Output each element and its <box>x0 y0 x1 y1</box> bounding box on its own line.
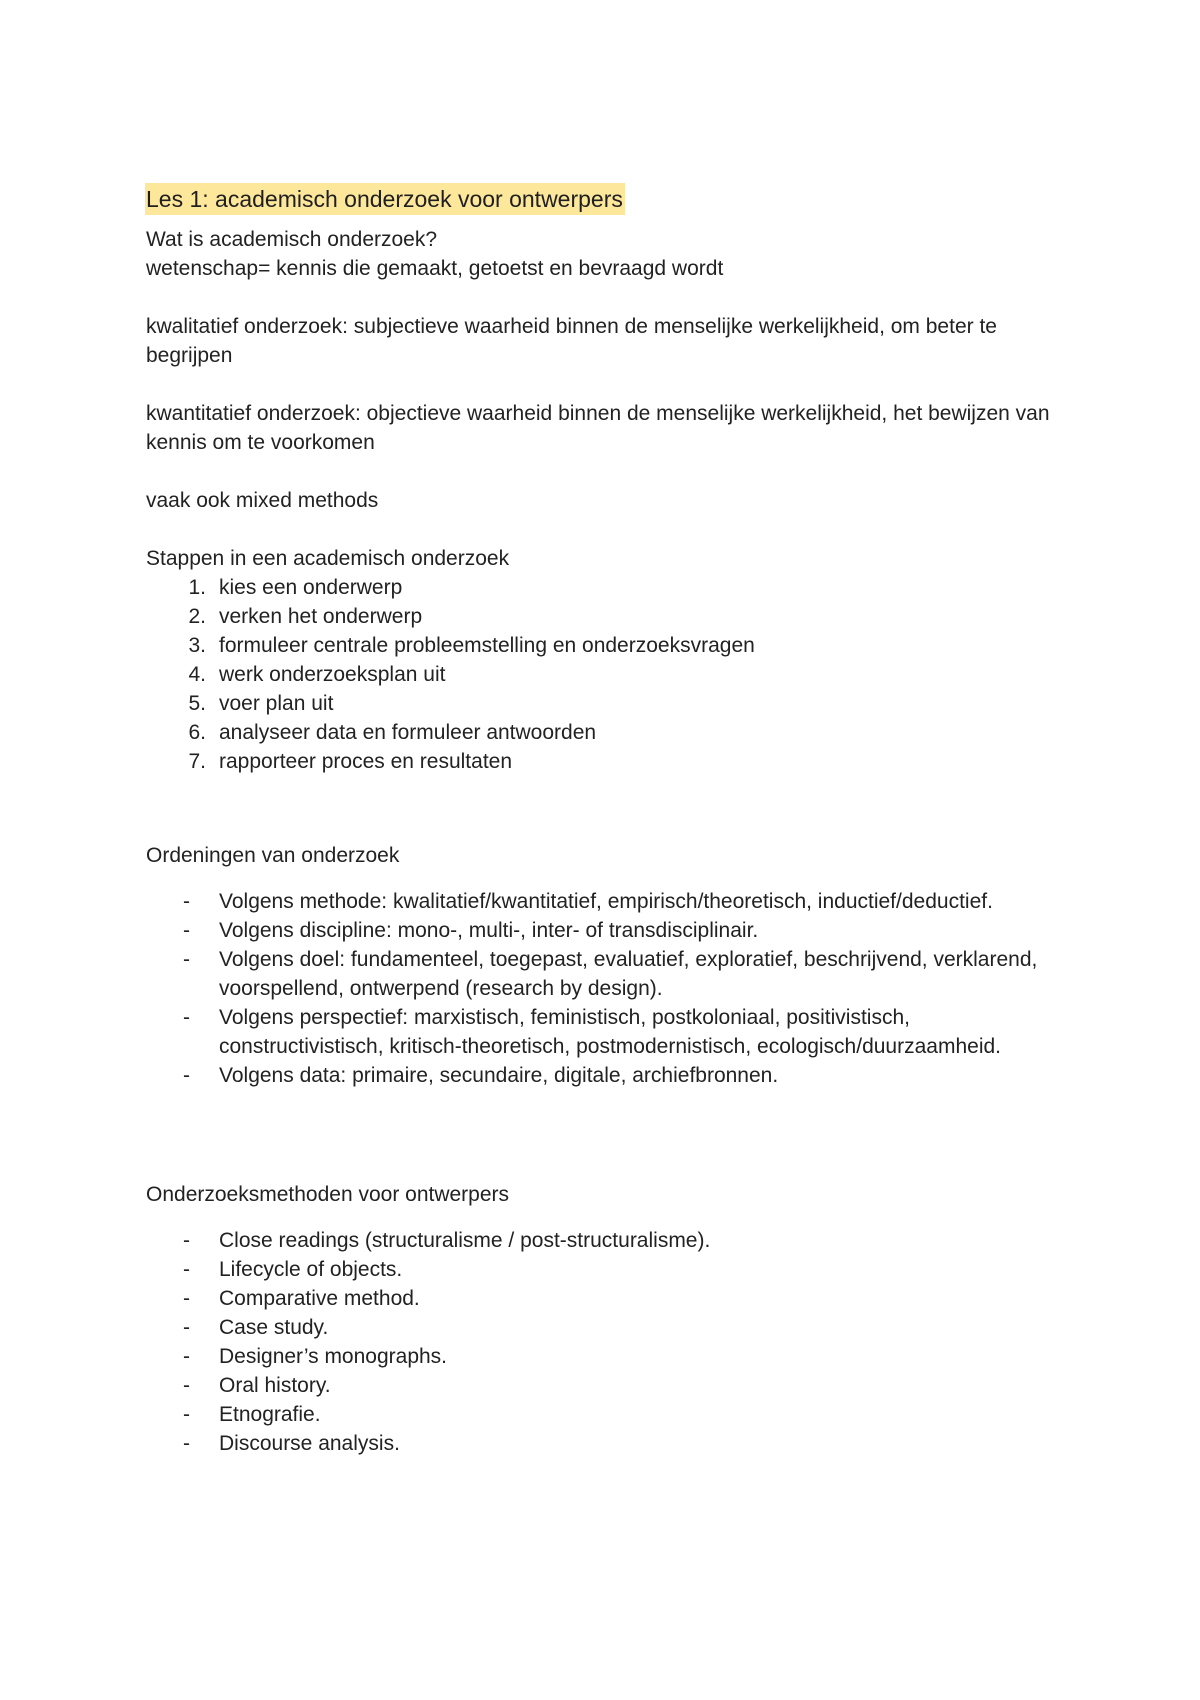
list-item-text: Discourse analysis. <box>219 1432 400 1455</box>
intro-definition: wetenschap= kennis die gemaakt, getoetst en bevraagd wordt <box>146 257 724 280</box>
list-item-text: Comparative method. <box>219 1287 420 1310</box>
dash-bullet: - <box>183 890 190 913</box>
dash-bullet: - <box>183 919 190 942</box>
list-item <box>146 887 1066 916</box>
list-item-text: Volgens methode: kwalitatief/kwantitatief, empirisch/theoretisch, inductief/deductief. <box>219 890 993 913</box>
dash-bullet: - <box>183 948 190 971</box>
list-item-text: kies een onderwerp <box>219 576 403 599</box>
list-item <box>146 1342 1066 1371</box>
list-number: 4. <box>188 663 206 686</box>
list-item-text: Case study. <box>219 1316 329 1339</box>
list-item <box>146 1255 1066 1284</box>
list-item <box>146 689 1066 718</box>
list-number: 6. <box>188 721 206 744</box>
dash-bullet: - <box>183 1432 190 1455</box>
methods-heading: Onderzoeksmethoden voor ontwerpers <box>146 1183 510 1206</box>
list-item-text: Lifecycle of objects. <box>219 1258 403 1281</box>
list-item-text: voer plan uit <box>219 692 334 715</box>
steps-list <box>146 573 1066 776</box>
list-item-text: Etnografie. <box>219 1403 321 1426</box>
list-item <box>146 916 1066 945</box>
dash-bullet: - <box>183 1374 190 1397</box>
document-page <box>146 183 1066 1458</box>
list-item <box>146 631 1066 660</box>
list-item <box>146 1371 1066 1400</box>
orderings-heading: Ordeningen van onderzoek <box>146 844 400 867</box>
list-item <box>146 602 1066 631</box>
list-item <box>146 660 1066 689</box>
list-item-text: Volgens perspectief: marxistisch, feministisch, postkoloniaal, positivistisch, constructivistisch, kritisch-theoretisch, postmodernistisch, ecologisch/duurzaamheid. <box>219 1006 1001 1058</box>
list-item-text: verken het onderwerp <box>219 605 423 628</box>
qualitative-paragraph: kwalitatief onderzoek: subjectieve waarheid binnen de menselijke werkelijkheid, om beter te begrijpen <box>146 315 997 367</box>
orderings-list <box>146 887 1066 1090</box>
list-item <box>146 945 1066 1003</box>
list-item-text: formuleer centrale probleemstelling en onderzoeksvragen <box>219 634 755 657</box>
intro-question: Wat is academisch onderzoek? <box>146 228 438 251</box>
list-item-text: Volgens discipline: mono-, multi-, inter- of transdisciplinair. <box>219 919 759 942</box>
list-item <box>146 747 1066 776</box>
dash-bullet: - <box>183 1316 190 1339</box>
quantitative-paragraph: kwantitatief onderzoek: objectieve waarheid binnen de menselijke werkelijkheid, het bewijzen van kennis om te voorkomen <box>146 402 1050 454</box>
list-item <box>146 1284 1066 1313</box>
list-item <box>146 718 1066 747</box>
list-item <box>146 1429 1066 1458</box>
list-item <box>146 1313 1066 1342</box>
list-item <box>146 1226 1066 1255</box>
list-item-text: werk onderzoeksplan uit <box>219 663 446 686</box>
list-number: 7. <box>188 750 206 773</box>
list-number: 1. <box>188 576 206 599</box>
dash-bullet: - <box>183 1345 190 1368</box>
list-item <box>146 1061 1066 1090</box>
list-number: 3. <box>188 634 206 657</box>
list-item-text: Volgens data: primaire, secundaire, digitale, archiefbronnen. <box>219 1064 779 1087</box>
dash-bullet: - <box>183 1403 190 1426</box>
list-item <box>146 1400 1066 1429</box>
list-item-text: analyseer data en formuleer antwoorden <box>219 721 597 744</box>
page-title-highlight: Les 1: academisch onderzoek voor ontwerpers <box>145 183 625 215</box>
list-item-text: rapporteer proces en resultaten <box>219 750 513 773</box>
list-item-text: Designer’s monographs. <box>219 1345 448 1368</box>
steps-heading: Stappen in een academisch onderzoek <box>146 547 510 570</box>
page-title <box>146 183 1066 215</box>
list-item-text: Oral history. <box>219 1374 331 1397</box>
list-number: 5. <box>188 692 206 715</box>
list-number: 2. <box>188 605 206 628</box>
mixed-methods-paragraph: vaak ook mixed methods <box>146 489 379 512</box>
dash-bullet: - <box>183 1287 190 1310</box>
list-item-text: Close readings (structuralisme / post-structuralisme). <box>219 1229 711 1252</box>
dash-bullet: - <box>183 1006 190 1029</box>
list-item <box>146 1003 1066 1061</box>
dash-bullet: - <box>183 1258 190 1281</box>
dash-bullet: - <box>183 1064 190 1087</box>
list-item-text: Volgens doel: fundamenteel, toegepast, evaluatief, exploratief, beschrijvend, verklarend, voorspellend, ontwerpend (research by design). <box>219 948 1038 1000</box>
list-item <box>146 573 1066 602</box>
methods-list <box>146 1226 1066 1458</box>
dash-bullet: - <box>183 1229 190 1252</box>
